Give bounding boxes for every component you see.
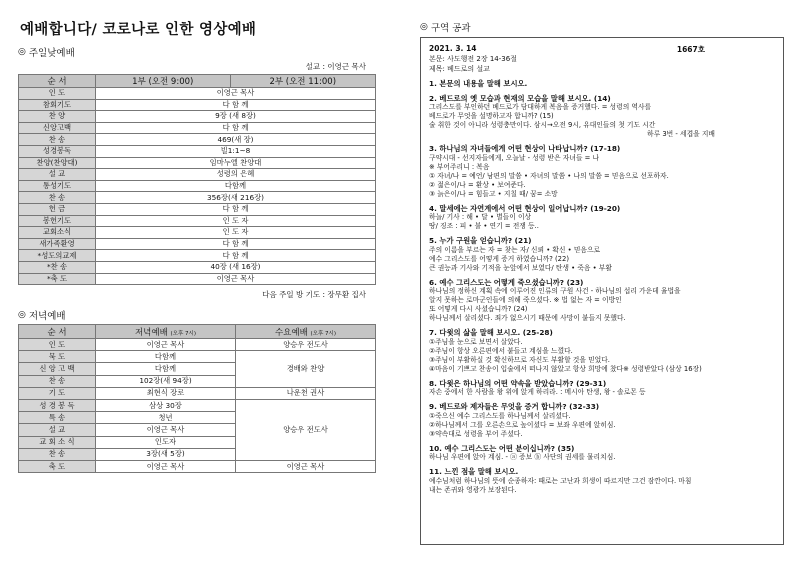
morning-service-heading: ◎ 주일낮예배 (18, 47, 75, 59)
right-page (420, 18, 784, 545)
lesson-answer-line: ① 자녀/나 = 예언/ 남편의 말씀 • 자녀의 말씀 • 나의 말씀 = 믿음으로 선포하자. (429, 171, 669, 180)
lesson-question: 3. 하나님의 자녀들에게 어떤 현상이 나타납니까? (17-18) (429, 144, 621, 153)
lesson-answer-line: ④마음이 기쁘고 찬송이 입술에서 떠나지 않았고 항상 희망에 찼다※ 성령받았다 (삼상 16장) (429, 364, 702, 373)
table-header-row: 순 서 저녁예배 (오후 7시) 수요예배 (오후 7시) (19, 325, 376, 339)
lesson-answer-line: 하나님께서 살리셨다. 죄가 없으시기 때문에 사망이 붙들지 못했다. (429, 314, 626, 322)
lesson-answer-line: 주의 이름을 부르는 자 = 찾는 자/ 신뢰 • 확신 • 믿음으로 (429, 245, 601, 254)
table-row: 성 경 봉 독 삼상 30장 양승우 전도사 (19, 400, 376, 412)
table-row: 설 교 성령의 은혜 (19, 169, 376, 181)
table-row: 인 도 이영근 목사 (19, 88, 376, 100)
lesson-date: 2021. 3. 14 (429, 44, 477, 53)
target-icon: ◎ (18, 310, 26, 321)
lesson-question: 5. 누가 구원을 얻습니까? (21) (429, 236, 532, 245)
table-row: *축 도 이영근 목사 (19, 273, 376, 285)
lesson-question: 7. 다윗의 삶을 말해 보시오. (25-28) (429, 328, 553, 337)
evening-service-heading: ◎ 저녁예배 (18, 310, 66, 323)
lesson-answer-line: 큰 권능과 기사와 기적을 눈앞에서 보였다/ 탄생 • 죽음 • 부활 (429, 263, 612, 272)
lesson-answer-line: ②하나님께서 그를 오른손으로 높이셨다 = 보좌 우편에 앉히심. (429, 420, 616, 429)
table-row: 신 앙 고 백 다함께 (19, 363, 376, 375)
table-row: 찬 양 9장 (새 8장) (19, 111, 376, 123)
lesson-date-row (429, 44, 775, 55)
target-icon: ◎ (420, 22, 428, 32)
table-row: 교회소식 인 도 자 (19, 227, 376, 239)
lesson-answer-line: ①죽으신 예수 그리스도를 하나님께서 살리셨다. (429, 411, 571, 420)
lesson-question: 4. 말세에는 자연계에서 어떤 현상이 일어납니까? (19-20) (429, 203, 621, 213)
table-row: 성경봉독 빌1:1~8 (19, 145, 376, 157)
table-row: 신앙고백 다 함 께 (19, 122, 376, 134)
lesson-question: 9. 베드로와 제자들은 무엇을 증거 합니까? (32-33) (429, 402, 600, 411)
table-row: 찬양(찬양대) 임마누엘 찬양대 (19, 157, 376, 169)
table-row: 축 도 이영근 목사 이영근 목사 (19, 460, 376, 472)
lesson-answer-line: 내는 존귀와 영광가 보장된다. (429, 485, 517, 494)
table-row: 인 도 이영근 목사 양승우 전도사 (19, 339, 376, 351)
table-row: 찬 송 469(새 장) (19, 134, 376, 146)
morning-order-table (18, 74, 376, 285)
lesson-answer-line: 또 어떻게 다시 사셨습니까? (24) (429, 305, 528, 313)
table-row: *성도의교제 다 함 께 (19, 250, 376, 262)
left-page (18, 18, 376, 473)
table-row: 봉헌기도 인 도 자 (19, 215, 376, 227)
lesson-question: 6. 예수 그리스도는 어떻게 죽으셨습니까? (23) (429, 277, 584, 287)
table-row: 참회기도 다 함 께 (19, 99, 376, 111)
cell-lesson-heading: ◎ 구역 공과 (420, 22, 471, 34)
lesson-answer-line: 술 취한 것이 아니라 성령충만이다. 삼시→오전 9시, 유대인들의 첫 기도 시간 (429, 121, 656, 129)
table-row: 찬 송 102장(새 94장) (19, 375, 376, 387)
issue-number: 1667호 (676, 45, 705, 54)
table-row: 통성기도 다함께 (19, 180, 376, 192)
table-row: 찬 송 3장(새 5장) (19, 448, 376, 460)
lesson-answer-line: 그리스도를 부인하던 베드로가 담대하게 복음을 증거했다. = 성령의 역사를 (429, 103, 652, 111)
table-row: 기 도 최현식 장로 나운천 권사 (19, 387, 376, 399)
lesson-answer-line: 하루 3번 - 세겹을 지배 (647, 130, 715, 138)
lesson-box (420, 37, 784, 545)
table-row: 새가족환영 다 함 께 (19, 238, 376, 250)
lesson-answer-line: ③주님이 부활하실 것 확신하므로 자신도 부활할 것을 믿었다. (429, 355, 610, 364)
table-row: 특 송 청년 (19, 412, 376, 424)
table-row: 설 교 이영근 목사 (19, 424, 376, 436)
lesson-answer-line: ③약속대로 성령을 부어 주셨다. (429, 429, 523, 438)
next-week-prayer: 다음 주일 방 기도 : 장무환 집사 (262, 290, 366, 300)
lesson-question: 11. 느낀 점을 말해 보시오. (429, 467, 519, 476)
lesson-answer-line: 하늘/ 기사 : 해 • 달 • 별들이 이상 (429, 213, 532, 221)
lesson-items (429, 79, 775, 495)
page-title: 예배합니다/ 코로나로 인한 영상예배 (20, 22, 257, 38)
lesson-answer-line: ※ 부어주리니 : 복음 (429, 162, 490, 171)
table-row: *찬 송 40장 (새 16장) (19, 261, 376, 273)
lesson-question: 8. 다윗은 하나님의 어떤 약속을 받았습니까? (29-31) (429, 378, 607, 388)
lesson-answer-line: 예수님처럼 하나님의 뜻에 순종하자: 때로는 고난과 희생이 따르지만 그건 잠깐이다. 마침 (429, 476, 692, 485)
lesson-answer-line: 베드로가 무엇을 설명하고자 합니까? (15) (429, 112, 554, 120)
table-row: 교 회 소 식 인도자 (19, 436, 376, 448)
target-icon: ◎ (18, 47, 26, 57)
lesson-answer-line: 예수 그리스도를 어떻게 증거 하였습니까? (22) (429, 254, 569, 263)
lesson-question: 10. 예수 그리스도는 어떤 분이십니까? (35) (429, 443, 575, 453)
table-row: 찬 송 356장(새 216장) (19, 192, 376, 204)
table-row: 묵 도 다함께 경배와 찬양 (19, 351, 376, 363)
lesson-answer-line: ② 젊은이/나 = 환상 • 보여준다. (429, 180, 526, 189)
lesson-answer-line: 땅/ 징조 : 피 • 불 • 연기 = 전쟁 등.. (429, 222, 539, 230)
evening-order-table (18, 324, 376, 473)
lesson-answer-line: 알지 못하는 로마군인들에 의해 죽으셨다. ※ 법 없는 자 = 이방인 (429, 296, 622, 304)
lesson-answer-line: 하나님의 정하신 계획 속에 이루어진 인류의 구원 사건 - 하나님의 섭리 가운데 율법을 (429, 287, 681, 295)
lesson-subject: 제목: 베드로의 설교 (429, 64, 490, 73)
lesson-answer-line: ③ 늙은이/나 = 힘들고 • 지칠 때/ 꿈= 소망 (429, 189, 558, 198)
lesson-question: 2. 베드로의 옛 모습과 현재의 모습을 말해 보시오. (14) (429, 93, 611, 103)
lesson-scripture: 본문: 사도행전 2장 14-36절 (429, 55, 517, 63)
lesson-answer-line: 하나님 우편에 앉아 계심. - ⓐ 증보 ⓑ 사단의 권세를 물리치심. (429, 453, 616, 461)
lesson-question: 1. 본문의 내용을 말해 보시오. (429, 79, 528, 88)
sermon-preacher: 설교 : 이영근 목사 (305, 62, 366, 71)
lesson-answer-line: ①주님을 눈으로 보면서 살았다. (429, 337, 523, 346)
table-header-row: 순 서 1부 (오전 9:00) 2부 (오전 11:00) (19, 75, 376, 88)
lesson-answer-line: 구약시대 - 선지자들에게, 오늘날 - 성령 받은 자녀들 = 나 (429, 153, 600, 162)
lesson-answer-line: 자손 중에서 한 사람을 왕 위에 앉게 하리라. : 메시아 탄생, 왕 - 솔로몬 등 (429, 388, 646, 396)
table-row: 헌 금 다 함 께 (19, 203, 376, 215)
lesson-answer-line: ②주님이 항상 오른편에서 붙들고 계심을 느꼈다. (429, 346, 573, 355)
